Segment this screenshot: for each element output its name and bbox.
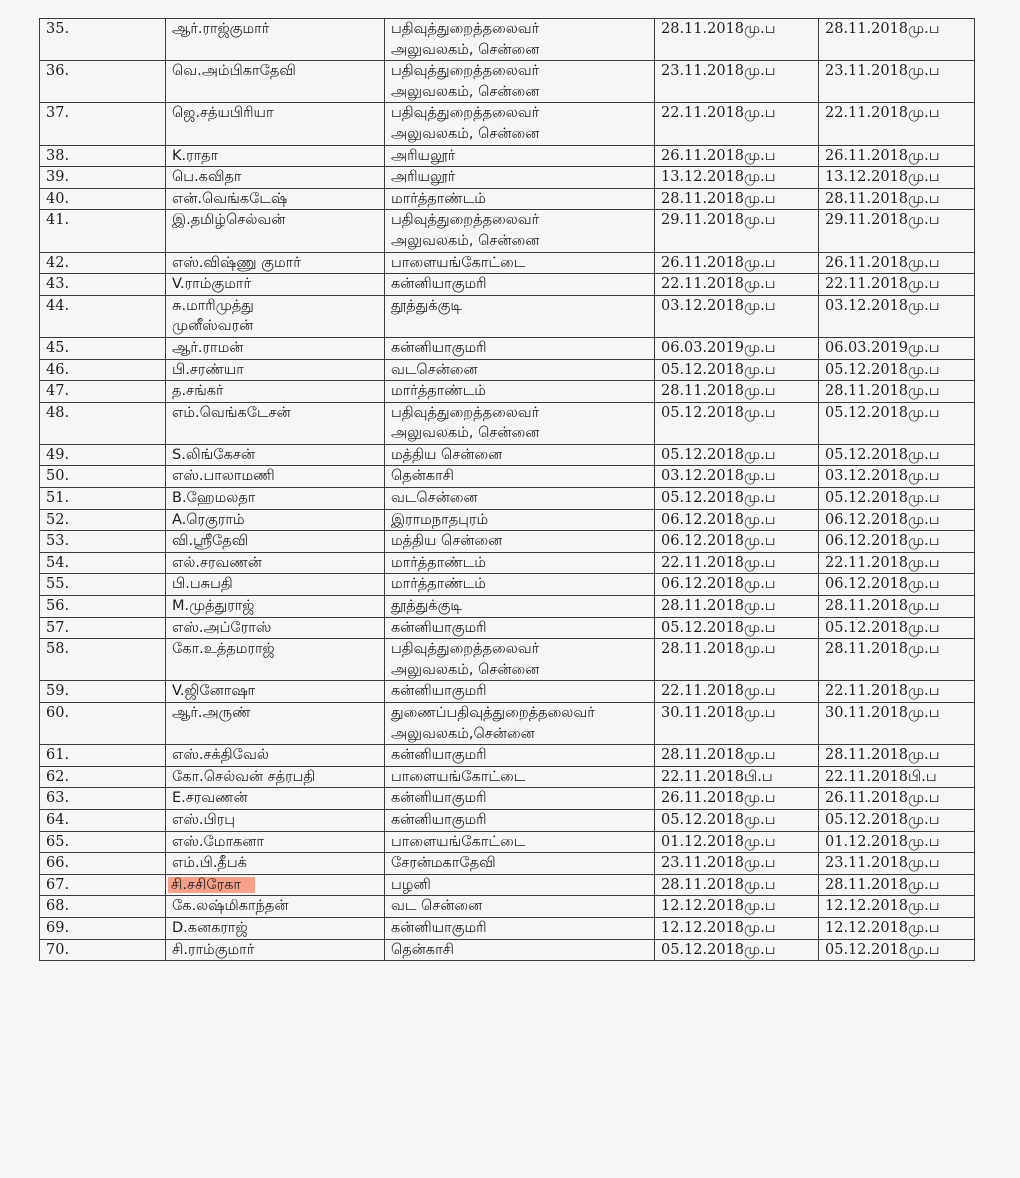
employee-name: V.ராம்குமார் — [172, 276, 252, 293]
joined-date-cell: 06.03.2019மு.ப — [819, 337, 975, 359]
employee-name: இ.தமிழ்செல்வன் — [172, 212, 286, 229]
employee-name: B.ஹேமலதா — [172, 490, 256, 507]
name-cell — [166, 103, 385, 145]
office-cell — [385, 531, 655, 553]
office-line: கன்னியாகுமரி — [391, 747, 487, 764]
serial-number-cell: 49. — [40, 444, 166, 466]
office-cell — [385, 574, 655, 596]
relieved-date-cell: 05.12.2018மு.ப — [655, 939, 819, 961]
serial-number-cell: 57. — [40, 617, 166, 639]
relieved-date-cell: 06.12.2018மு.ப — [655, 509, 819, 531]
table-row — [40, 402, 975, 444]
name-cell — [166, 359, 385, 381]
relieved-date-cell: 28.11.2018மு.ப — [655, 745, 819, 767]
joined-date-cell: 05.12.2018மு.ப — [819, 444, 975, 466]
table-row — [40, 381, 975, 403]
table-row — [40, 167, 975, 189]
office-line: பதிவுத்துறைத்தலைவர் — [391, 212, 540, 229]
office-line: கன்னியாகுமரி — [391, 919, 487, 936]
joined-date-cell: 28.11.2018மு.ப — [819, 381, 975, 403]
joined-date-cell: 28.11.2018மு.ப — [819, 745, 975, 767]
serial-number-cell: 47. — [40, 381, 166, 403]
office-line: அலுவலகம், சென்னை — [391, 232, 540, 249]
employee-name: எஸ்.மோகனா — [172, 833, 264, 850]
relieved-date-cell: 03.12.2018மு.ப — [655, 295, 819, 337]
employee-name: பி.சரண்யா — [172, 361, 244, 378]
table-row — [40, 444, 975, 466]
employee-name: எஸ்.சக்திவேல் — [172, 747, 269, 764]
office-line: பதிவுத்துறைத்தலைவர் — [391, 105, 540, 122]
joined-date-cell: 23.11.2018மு.ப — [819, 853, 975, 875]
office-line: கன்னியாகுமரி — [391, 619, 487, 636]
serial-number-cell: 58. — [40, 639, 166, 681]
serial-number-cell: 66. — [40, 853, 166, 875]
office-line: பதிவுத்துறைத்தலைவர் — [391, 21, 540, 37]
office-line: அரியலூர் — [391, 147, 456, 164]
office-cell — [385, 359, 655, 381]
serial-number-cell: 64. — [40, 809, 166, 831]
joined-date-cell: 03.12.2018மு.ப — [819, 466, 975, 488]
name-cell — [166, 295, 385, 337]
office-cell — [385, 703, 655, 745]
relieved-date-cell: 30.11.2018மு.ப — [655, 703, 819, 745]
office-line: மார்த்தாண்டம் — [391, 383, 486, 400]
office-cell — [385, 381, 655, 403]
joined-date-cell: 12.12.2018மு.ப — [819, 896, 975, 918]
highlight-marker: சி.சசிரேகா — [168, 877, 255, 893]
table-row — [40, 252, 975, 274]
name-cell — [166, 681, 385, 703]
office-cell — [385, 831, 655, 853]
table-row — [40, 703, 975, 745]
relieved-date-cell: 22.11.2018மு.ப — [655, 103, 819, 145]
serial-number-cell: 38. — [40, 145, 166, 167]
office-line: கன்னியாகுமரி — [391, 276, 487, 293]
serial-number-cell: 51. — [40, 488, 166, 510]
office-cell — [385, 596, 655, 618]
office-cell — [385, 252, 655, 274]
serial-number-cell: 65. — [40, 831, 166, 853]
table-row — [40, 274, 975, 296]
name-cell — [166, 531, 385, 553]
name-cell — [166, 703, 385, 745]
employee-name: கோ.செல்வன் சத்ரபதி — [172, 768, 316, 785]
relieved-date-cell: 26.11.2018மு.ப — [655, 145, 819, 167]
table-row — [40, 61, 975, 103]
name-cell — [166, 509, 385, 531]
office-line: பாளையங்கோட்டை — [391, 768, 526, 785]
serial-number-cell: 56. — [40, 596, 166, 618]
office-line: பாளையங்கோட்டை — [391, 833, 526, 850]
joined-date-cell: 26.11.2018மு.ப — [819, 788, 975, 810]
serial-number-cell: 62. — [40, 766, 166, 788]
office-line: கன்னியாகுமரி — [391, 790, 487, 807]
name-cell — [166, 745, 385, 767]
serial-number-cell: 44. — [40, 295, 166, 337]
employee-name: ஆர்.அருண் — [172, 705, 251, 721]
office-line: அரியலூர் — [391, 169, 456, 186]
employee-name: த.சங்கர் — [172, 383, 224, 400]
office-cell — [385, 896, 655, 918]
joined-date-cell: 05.12.2018மு.ப — [819, 939, 975, 961]
office-line: தென்காசி — [391, 941, 454, 958]
serial-number-cell: 48. — [40, 402, 166, 444]
serial-number-cell: 63. — [40, 788, 166, 810]
name-cell — [166, 466, 385, 488]
office-line: கன்னியாகுமரி — [391, 683, 487, 700]
office-line: வடசென்னை — [391, 490, 478, 507]
joined-date-cell: 05.12.2018மு.ப — [819, 402, 975, 444]
table-row — [40, 896, 975, 918]
relieved-date-cell: 28.11.2018மு.ப — [655, 188, 819, 210]
joined-date-cell: 22.11.2018பி.ப — [819, 766, 975, 788]
serial-number-cell: 55. — [40, 574, 166, 596]
serial-number-cell: 42. — [40, 252, 166, 274]
office-cell — [385, 874, 655, 896]
employee-name: எஸ்.பாலாமணி — [172, 468, 275, 485]
name-cell — [166, 337, 385, 359]
office-cell — [385, 617, 655, 639]
table-row — [40, 809, 975, 831]
office-cell — [385, 402, 655, 444]
relieved-date-cell: 29.11.2018மு.ப — [655, 210, 819, 252]
office-cell — [385, 552, 655, 574]
name-cell — [166, 188, 385, 210]
joined-date-cell: 30.11.2018மு.ப — [819, 703, 975, 745]
table-row — [40, 917, 975, 939]
office-line: வடசென்னை — [391, 361, 478, 378]
relieved-date-cell: 28.11.2018மு.ப — [655, 596, 819, 618]
office-line: இராமநாதபுரம் — [391, 511, 489, 528]
relieved-date-cell: 05.12.2018மு.ப — [655, 359, 819, 381]
serial-number-cell: 46. — [40, 359, 166, 381]
serial-number-cell: 60. — [40, 703, 166, 745]
office-cell — [385, 639, 655, 681]
office-line: பழனி — [391, 876, 431, 893]
office-line: பதிவுத்துறைத்தலைவர் — [391, 404, 540, 421]
table-row — [40, 145, 975, 167]
name-cell — [166, 831, 385, 853]
serial-number-cell: 41. — [40, 210, 166, 252]
office-line: தூத்துக்குடி — [391, 598, 462, 615]
office-line: கன்னியாகுமரி — [391, 339, 487, 356]
serial-number-cell: 54. — [40, 552, 166, 574]
office-cell — [385, 167, 655, 189]
office-cell — [385, 745, 655, 767]
joined-date-cell: 06.12.2018மு.ப — [819, 574, 975, 596]
table-row — [40, 788, 975, 810]
office-cell — [385, 466, 655, 488]
employee-name: சு.மாரிமுத்து — [172, 297, 254, 314]
relieved-date-cell: 12.12.2018மு.ப — [655, 917, 819, 939]
name-cell — [166, 874, 385, 896]
relieved-date-cell: 26.11.2018மு.ப — [655, 788, 819, 810]
name-cell — [166, 939, 385, 961]
table-row — [40, 188, 975, 210]
table-row — [40, 210, 975, 252]
name-cell — [166, 639, 385, 681]
joined-date-cell: 28.11.2018மு.ப — [819, 639, 975, 681]
employee-name: கே.லஷ்மிகாந்தன் — [172, 898, 289, 915]
relieved-date-cell: 03.12.2018மு.ப — [655, 466, 819, 488]
office-line: பதிவுத்துறைத்தலைவர் — [391, 63, 540, 80]
relieved-date-cell: 06.12.2018மு.ப — [655, 531, 819, 553]
relieved-date-cell: 28.11.2018மு.ப — [655, 19, 819, 61]
table-row — [40, 19, 975, 61]
office-line: தூத்துக்குடி — [391, 297, 462, 314]
joined-date-cell: 28.11.2018மு.ப — [819, 188, 975, 210]
highlighted-name — [172, 875, 384, 896]
name-cell — [166, 853, 385, 875]
serial-number-cell: 50. — [40, 466, 166, 488]
relieved-date-cell: 28.11.2018மு.ப — [655, 639, 819, 681]
relieved-date-cell: 23.11.2018மு.ப — [655, 853, 819, 875]
joined-date-cell: 22.11.2018மு.ப — [819, 681, 975, 703]
employee-name: A.ரெகுராம் — [172, 511, 245, 528]
joined-date-cell: 22.11.2018மு.ப — [819, 103, 975, 145]
relieved-date-cell: 05.12.2018மு.ப — [655, 488, 819, 510]
table-row — [40, 766, 975, 788]
serial-number-cell: 52. — [40, 509, 166, 531]
joined-date-cell: 29.11.2018மு.ப — [819, 210, 975, 252]
joined-date-cell: 26.11.2018மு.ப — [819, 252, 975, 274]
employee-name: V.ஜினோஷா — [172, 683, 256, 700]
table-row — [40, 295, 975, 337]
table-row — [40, 466, 975, 488]
serial-number-cell: 35. — [40, 19, 166, 61]
relieved-date-cell: 05.12.2018மு.ப — [655, 402, 819, 444]
joined-date-cell: 03.12.2018மு.ப — [819, 295, 975, 337]
table-row — [40, 574, 975, 596]
relieved-date-cell: 05.12.2018மு.ப — [655, 444, 819, 466]
office-line: அலுவலகம், சென்னை — [391, 83, 540, 100]
office-line: வட சென்னை — [391, 898, 483, 915]
serial-number-cell: 53. — [40, 531, 166, 553]
relieved-date-cell: 22.11.2018பி.ப — [655, 766, 819, 788]
office-line: துணைப்பதிவுத்துறைத்தலைவர் — [391, 705, 595, 721]
name-cell — [166, 552, 385, 574]
name-cell — [166, 596, 385, 618]
office-line: அலுவலகம், சென்னை — [391, 41, 540, 58]
table-row — [40, 337, 975, 359]
relieved-date-cell: 13.12.2018மு.ப — [655, 167, 819, 189]
office-line: மார்த்தாண்டம் — [391, 576, 486, 593]
relieved-date-cell: 28.11.2018மு.ப — [655, 874, 819, 896]
serial-number-cell: 70. — [40, 939, 166, 961]
joined-date-cell: 22.11.2018மு.ப — [819, 552, 975, 574]
serial-number-cell: 67. — [40, 874, 166, 896]
relieved-date-cell: 23.11.2018மு.ப — [655, 61, 819, 103]
name-cell — [166, 19, 385, 61]
joined-date-cell: 06.12.2018மு.ப — [819, 509, 975, 531]
name-cell — [166, 917, 385, 939]
office-line: கன்னியாகுமரி — [391, 811, 487, 828]
office-cell — [385, 61, 655, 103]
office-line: பதிவுத்துறைத்தலைவர் — [391, 641, 540, 658]
joined-date-cell: 06.12.2018மு.ப — [819, 531, 975, 553]
serial-number-cell: 69. — [40, 917, 166, 939]
joined-date-cell: 26.11.2018மு.ப — [819, 145, 975, 167]
office-cell — [385, 509, 655, 531]
office-cell — [385, 853, 655, 875]
joined-date-cell: 01.12.2018மு.ப — [819, 831, 975, 853]
employee-name: வி.ஸ்ரீதேவி — [172, 533, 249, 550]
table-row — [40, 552, 975, 574]
employee-name: கோ.உத்தமராஜ் — [172, 641, 275, 658]
office-line: அலுவலகம்,சென்னை — [391, 725, 535, 742]
employee-name: எஸ்.விஷ்ணு குமார் — [172, 254, 301, 271]
joined-date-cell: 23.11.2018மு.ப — [819, 61, 975, 103]
employee-name-continued: முனீஸ்வரன் — [172, 318, 254, 335]
relieved-date-cell: 22.11.2018மு.ப — [655, 681, 819, 703]
table-body — [40, 19, 975, 961]
employee-name: D.கனகராஜ் — [172, 919, 248, 936]
name-cell — [166, 809, 385, 831]
employee-name: ஜெ.சத்யபிரியா — [172, 105, 274, 122]
relieved-date-cell: 05.12.2018மு.ப — [655, 617, 819, 639]
name-cell — [166, 488, 385, 510]
relieved-date-cell: 26.11.2018மு.ப — [655, 252, 819, 274]
employee-name: M.முத்துராஜ் — [172, 598, 255, 615]
serial-number-cell: 37. — [40, 103, 166, 145]
table-row — [40, 853, 975, 875]
name-cell — [166, 402, 385, 444]
office-line: தென்காசி — [391, 468, 454, 485]
employee-name: எம்.பி.தீபக் — [172, 855, 247, 872]
serial-number-cell: 36. — [40, 61, 166, 103]
joined-date-cell: 28.11.2018மு.ப — [819, 19, 975, 61]
office-line: பாளையங்கோட்டை — [391, 254, 526, 271]
employee-name: ஆர்.ராஜ்குமார் — [172, 21, 270, 37]
table-row — [40, 681, 975, 703]
joined-date-cell: 05.12.2018மு.ப — [819, 809, 975, 831]
office-line: அலுவலகம், சென்னை — [391, 125, 540, 142]
office-cell — [385, 939, 655, 961]
office-cell — [385, 188, 655, 210]
joined-date-cell: 28.11.2018மு.ப — [819, 596, 975, 618]
employee-name: எம்.வெங்கடேசன் — [172, 404, 291, 421]
employee-name: S.லிங்கேசன் — [172, 446, 255, 463]
joined-date-cell: 05.12.2018மு.ப — [819, 488, 975, 510]
name-cell — [166, 210, 385, 252]
table-row — [40, 831, 975, 853]
employee-name: வெ.அம்பிகாதேவி — [172, 63, 296, 80]
employee-name: E.சரவணன் — [172, 790, 248, 807]
office-cell — [385, 681, 655, 703]
joined-date-cell: 05.12.2018மு.ப — [819, 359, 975, 381]
relieved-date-cell: 06.03.2019மு.ப — [655, 337, 819, 359]
office-cell — [385, 19, 655, 61]
office-cell — [385, 145, 655, 167]
relieved-date-cell: 06.12.2018மு.ப — [655, 574, 819, 596]
office-line: மார்த்தாண்டம் — [391, 554, 486, 571]
office-cell — [385, 788, 655, 810]
employee-name: பி.பசுபதி — [172, 576, 233, 593]
office-cell — [385, 488, 655, 510]
name-cell — [166, 896, 385, 918]
relieved-date-cell: 01.12.2018மு.ப — [655, 831, 819, 853]
transfer-table — [39, 18, 975, 961]
serial-number-cell: 61. — [40, 745, 166, 767]
table-row — [40, 103, 975, 145]
name-cell — [166, 274, 385, 296]
table-row — [40, 939, 975, 961]
office-cell — [385, 766, 655, 788]
office-cell — [385, 444, 655, 466]
office-line: சேரன்மகாதேவி — [391, 855, 496, 872]
serial-number-cell: 59. — [40, 681, 166, 703]
office-cell — [385, 210, 655, 252]
table-row — [40, 639, 975, 681]
table-row — [40, 488, 975, 510]
office-cell — [385, 809, 655, 831]
serial-number-cell: 39. — [40, 167, 166, 189]
relieved-date-cell: 22.11.2018மு.ப — [655, 274, 819, 296]
office-line: மத்திய சென்னை — [391, 533, 503, 550]
name-cell — [166, 574, 385, 596]
name-cell — [166, 381, 385, 403]
relieved-date-cell: 12.12.2018மு.ப — [655, 896, 819, 918]
joined-date-cell: 22.11.2018மு.ப — [819, 274, 975, 296]
office-cell — [385, 274, 655, 296]
serial-number-cell: 45. — [40, 337, 166, 359]
table-row — [40, 874, 975, 896]
serial-number-cell: 43. — [40, 274, 166, 296]
name-cell — [166, 252, 385, 274]
table-row — [40, 531, 975, 553]
office-cell — [385, 917, 655, 939]
table-row — [40, 617, 975, 639]
name-cell — [166, 766, 385, 788]
joined-date-cell: 05.12.2018மு.ப — [819, 617, 975, 639]
office-cell — [385, 295, 655, 337]
name-cell — [166, 617, 385, 639]
name-cell — [166, 167, 385, 189]
office-line: அலுவலகம், சென்னை — [391, 425, 540, 442]
name-cell — [166, 145, 385, 167]
serial-number-cell: 40. — [40, 188, 166, 210]
employee-name: சி.ராம்குமார் — [172, 941, 255, 958]
office-line: அலுவலகம், சென்னை — [391, 661, 540, 678]
joined-date-cell: 28.11.2018மு.ப — [819, 874, 975, 896]
relieved-date-cell: 22.11.2018மு.ப — [655, 552, 819, 574]
table-row — [40, 359, 975, 381]
office-line: மார்த்தாண்டம் — [391, 190, 486, 207]
employee-name: பெ.கவிதா — [172, 169, 242, 186]
office-cell — [385, 337, 655, 359]
name-cell — [166, 444, 385, 466]
relieved-date-cell: 28.11.2018மு.ப — [655, 381, 819, 403]
table-row — [40, 509, 975, 531]
office-line: மத்திய சென்னை — [391, 446, 503, 463]
relieved-date-cell: 05.12.2018மு.ப — [655, 809, 819, 831]
name-cell — [166, 61, 385, 103]
employee-name: எஸ்.பிரபு — [172, 811, 236, 828]
table-row — [40, 596, 975, 618]
office-cell — [385, 103, 655, 145]
employee-name: எஸ்.அப்ரோஸ் — [172, 619, 272, 636]
employee-name: எல்.சரவணன் — [172, 554, 262, 571]
employee-name: ஆர்.ராமன் — [172, 339, 244, 356]
employee-name: என்.வெங்கடேஷ் — [172, 190, 288, 207]
serial-number-cell: 68. — [40, 896, 166, 918]
employee-name: K.ராதா — [172, 147, 219, 164]
name-cell — [166, 788, 385, 810]
joined-date-cell: 12.12.2018மு.ப — [819, 917, 975, 939]
table-row — [40, 745, 975, 767]
joined-date-cell: 13.12.2018மு.ப — [819, 167, 975, 189]
